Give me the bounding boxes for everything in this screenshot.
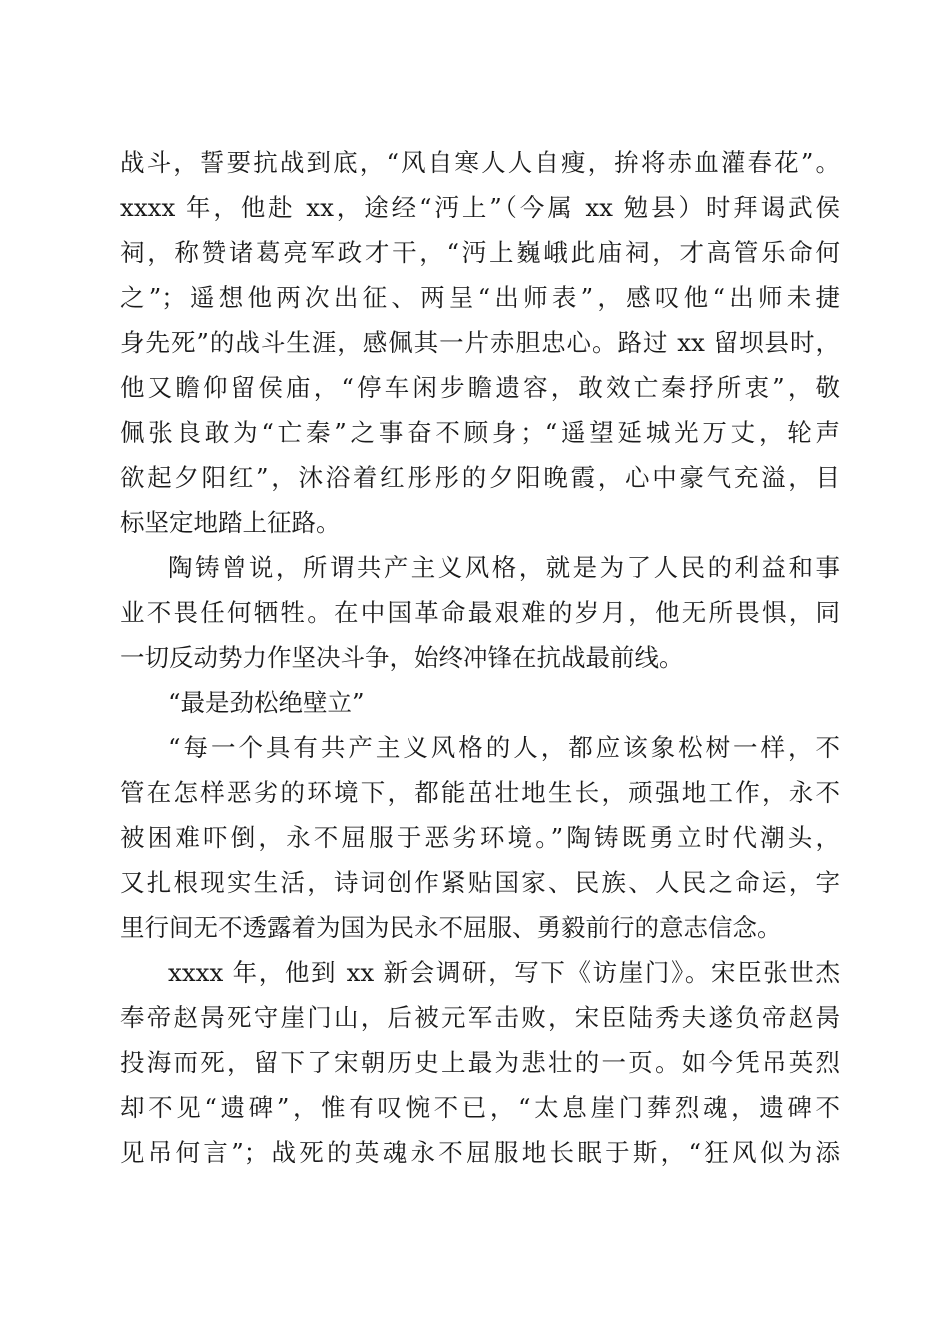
- section-heading: “最是劲松绝壁立”: [168, 688, 365, 717]
- text-line: 之”；遥想他两次出征、两呈“出师表”，感叹他“出师未捷: [120, 283, 840, 312]
- text-line: 却不见“遗碑”，惟有叹惋不已，“太息崖门葬烈魂，遗碑不: [120, 1093, 840, 1122]
- text-line: 佩张良敢为“亡秦”之事奋不顾身；“遥望延城光万丈，轮声: [120, 418, 840, 447]
- text-line: 标坚定地踏上征路。: [120, 508, 341, 537]
- text-line: 欲起夕阳红”，沐浴着红彤彤的夕阳晚霞，心中豪气充溢，目: [120, 463, 840, 492]
- text-line: 战斗，誓要抗战到底，“风自寒人人自瘦，拚将赤血灌春花”。: [120, 148, 840, 177]
- text-line: 见吊何言”；战死的英魂永不屈服地长眠于斯，“狂风似为添: [120, 1138, 840, 1167]
- paragraph-first-line: xxxx 年，他到 xx 新会调研，写下《访崖门》。宋臣张世杰: [168, 958, 840, 987]
- text-line: 里行间无不透露着为国为民永不屈服、勇毅前行的意志信念。: [120, 913, 782, 942]
- text-line: 身先死”的战斗生涯，感佩其一片赤胆忠心。路过 xx 留坝县时，: [120, 328, 840, 357]
- paragraph-first-line: 陶铸曾说，所谓共产主义风格，就是为了人民的利益和事: [168, 553, 840, 582]
- text-line: 又扎根现实生活，诗词创作紧贴国家、民族、人民之命运，字: [120, 868, 840, 897]
- text-line: 他又瞻仰留侯庙，“停车闲步瞻遗容，敢效亡秦抒所衷”，敬: [120, 373, 840, 402]
- text-line: 奉帝赵昺死守崖门山，后被元军击败，宋臣陆秀夫遂负帝赵昺: [120, 1003, 840, 1032]
- text-line: 投海而死，留下了宋朝历史上最为悲壮的一页。如今凭吊英烈: [120, 1048, 840, 1077]
- text-line: 祠，称赞诸葛亮军政才干，“沔上巍峨此庙祠，才高管乐命何: [120, 238, 840, 267]
- text-line: xxxx 年，他赴 xx，途经“沔上”（今属 xx 勉县）时拜谒武侯: [120, 193, 840, 222]
- paragraph-first-line: “每一个具有共产主义风格的人，都应该象松树一样，不: [168, 733, 840, 762]
- text-line: 业不畏任何牺牲。在中国革命最艰难的岁月，他无所畏惧，同: [120, 598, 840, 627]
- text-line: 被困难吓倒，永不屈服于恶劣环境。”陶铸既勇立时代潮头，: [120, 823, 840, 852]
- text-line: 管在怎样恶劣的环境下，都能茁壮地生长，顽强地工作，永不: [120, 778, 840, 807]
- text-line: 一切反动势力作坚决斗争，始终冲锋在抗战最前线。: [120, 643, 684, 672]
